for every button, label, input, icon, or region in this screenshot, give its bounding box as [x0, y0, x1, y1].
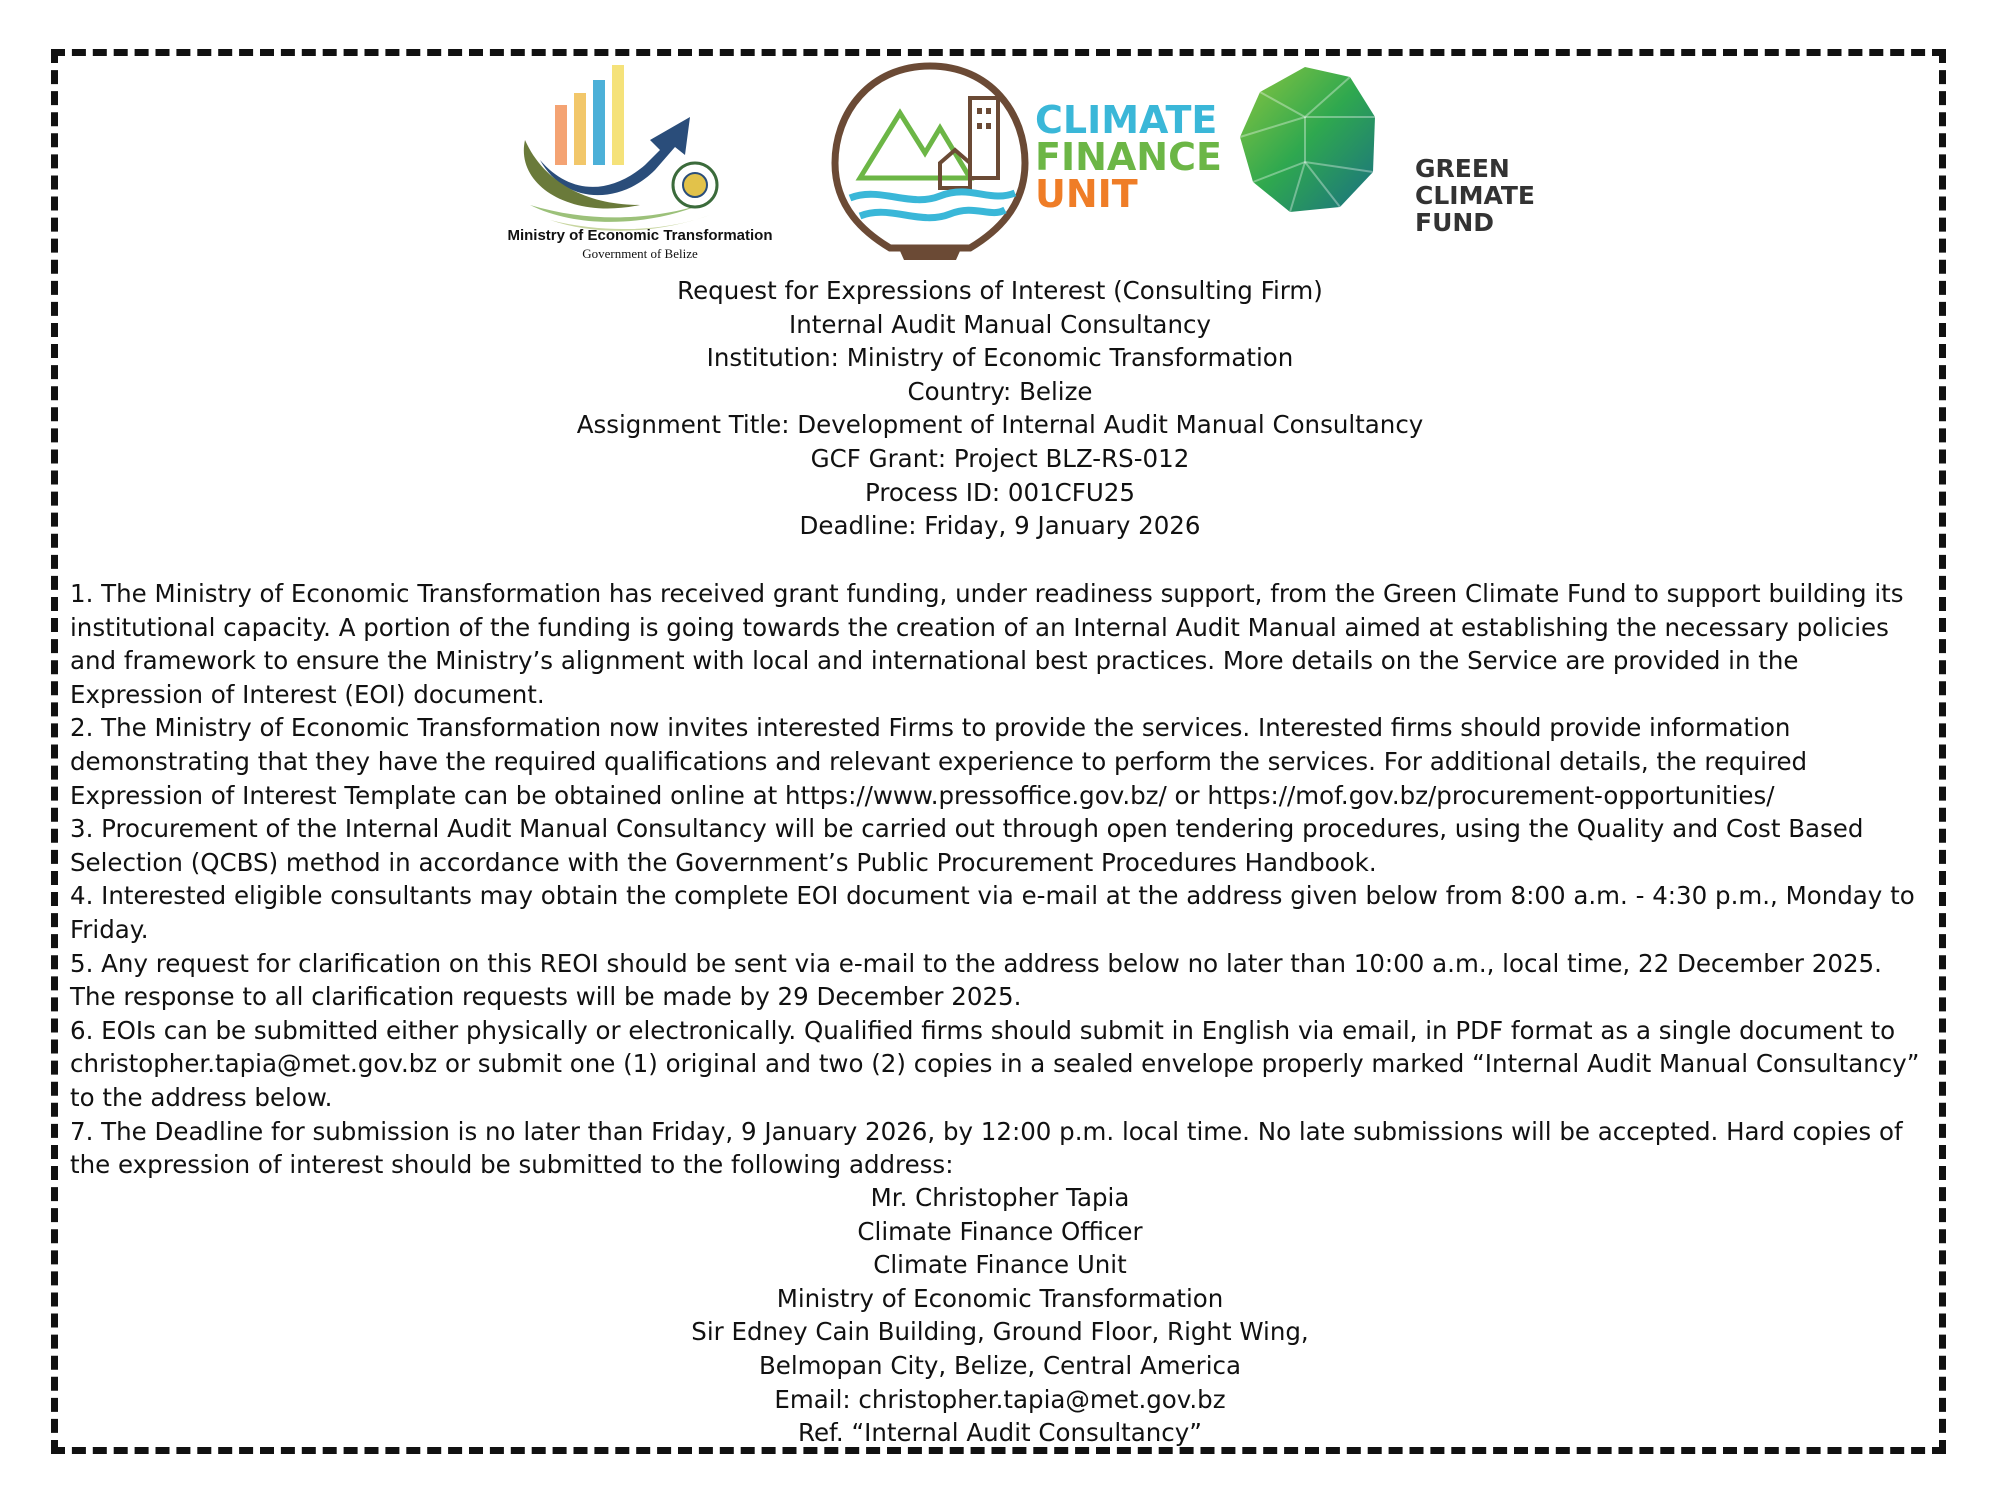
paragraph-5: 5. Any request for clarification on this REOI should be sent via e-mail to the address below no later than 10:00 a.m., local time, 22 December 2025. The response to all clarification requests will be made by 29 December 2025.: [70, 948, 1882, 1012]
paragraph-4: 4. Interested eligible consultants may obtain the complete EOI document via e-mail at the address given below from 8:00 a.m. - 4:30 p.m., Monday to Friday.: [70, 881, 1915, 944]
paragraph-7: 7. The Deadline for submission is no later than Friday, 9 January 2026, by 12:00 p.m. local time. No late submissions will be accepted. Hard copies of the expression of interest should be submitted to the following address:: [70, 1116, 1903, 1180]
cfu-word-finance: FINANCE: [1035, 135, 1222, 179]
met-logo-bar-3: [593, 80, 605, 165]
gcf-word-fund: FUND: [1415, 208, 1495, 237]
met-logo-title: Ministry of Economic Transformation: [507, 227, 773, 244]
gcf-logo: [1235, 62, 1615, 262]
country-line: Country: Belize: [907, 376, 1093, 406]
paragraph-1: 1. The Ministry of Economic Transformation has received grant funding, under readiness support, from the Green Climate Fund to support building its institutional capacity. A portion of the funding is going towards the creation of an Internal Audit Manual aimed at establishing the necessary policies and framework to ensure the Ministry’s alignment with local and international best practices. More details on the Service are provided in the Expression of Interest (EOI) document.: [70, 579, 1904, 709]
contact-email: Email: christopher.tapia@met.gov.bz: [774, 1384, 1226, 1414]
contact-title: Climate Finance Officer: [857, 1216, 1143, 1246]
process-id-line: Process ID: 001CFU25: [865, 477, 1135, 507]
cfu-wave-1: [850, 192, 1015, 200]
contact-address: [70, 1181, 1930, 1450]
contact-name: Mr. Christopher Tapia: [870, 1183, 1130, 1212]
met-logo-subtitle: Government of Belize: [582, 246, 698, 261]
gcf-geodesic-globe-icon: [1240, 67, 1375, 212]
cfu-word-unit: UNIT: [1035, 172, 1138, 216]
gcf-word-green: GREEN: [1415, 154, 1510, 183]
deadline-line: Deadline: Friday, 9 January 2026: [799, 511, 1201, 541]
cfu-word-climate: CLIMATE: [1035, 98, 1218, 142]
contact-unit: Climate Finance Unit: [873, 1250, 1127, 1280]
contact-reference: Ref. “Internal Audit Consultancy”: [798, 1418, 1202, 1448]
institution-line: Institution: Ministry of Economic Transformation: [706, 343, 1294, 373]
cfu-mountain-icon: [860, 113, 970, 178]
assignment-title-line: Assignment Title: Development of Internal Audit Manual Consultancy: [576, 410, 1424, 440]
contact-ministry: Ministry of Economic Transformation: [776, 1283, 1224, 1313]
consultancy-name: Internal Audit Manual Consultancy: [789, 309, 1211, 339]
met-logo-bar-4: [612, 65, 624, 165]
paragraph-6: 6. EOIs can be submitted either physically or electronically. Qualified firms should submit in English via email, in PDF format as a single document to christopher.tapia@met.gov.bz or submit one (1) original and two (2) copies in a sealed envelope properly marked “Internal Audit Manual Consultancy” to the address below.: [70, 1015, 1920, 1112]
notice-body: [70, 577, 1930, 1182]
cfu-wave-2: [860, 210, 1005, 218]
met-logo-bar-1: [555, 105, 567, 165]
grant-line: GCF Grant: Project BLZ-RS-012: [810, 443, 1190, 473]
met-logo-bar-2: [574, 93, 586, 165]
cfu-logo: [830, 58, 1222, 268]
paragraph-3: 3. Procurement of the Internal Audit Manual Consultancy will be carried out through open tendering procedures, using the Quality and Cost Based Selection (QCBS) method in accordance with the Government’s Public Procurement Procedures Handbook.: [70, 814, 1864, 877]
contact-city: Belmopan City, Belize, Central America: [758, 1350, 1242, 1380]
notice-header: [70, 274, 1930, 543]
cfu-bulb-base: [900, 251, 960, 260]
paragraph-2: 2. The Ministry of Economic Transformation now invites interested Firms to provide the services. Interested firms should provide information demonstrating that they have the required qualifications and relevant experience to perform the services. For additional details, the required Expression of Interest Template can be obtained online at https://www.pressoffice.gov.bz/ or https://mof.gov.bz/procurement-opportunities/: [70, 713, 1808, 810]
cfu-building-icon: [970, 98, 998, 178]
met-logo: [500, 55, 780, 265]
contact-building: Sir Edney Cain Building, Ground Floor, Right Wing,: [691, 1317, 1309, 1347]
notice-title: Request for Expressions of Interest (Consulting Firm): [677, 276, 1323, 305]
gcf-word-climate: CLIMATE: [1415, 181, 1535, 210]
